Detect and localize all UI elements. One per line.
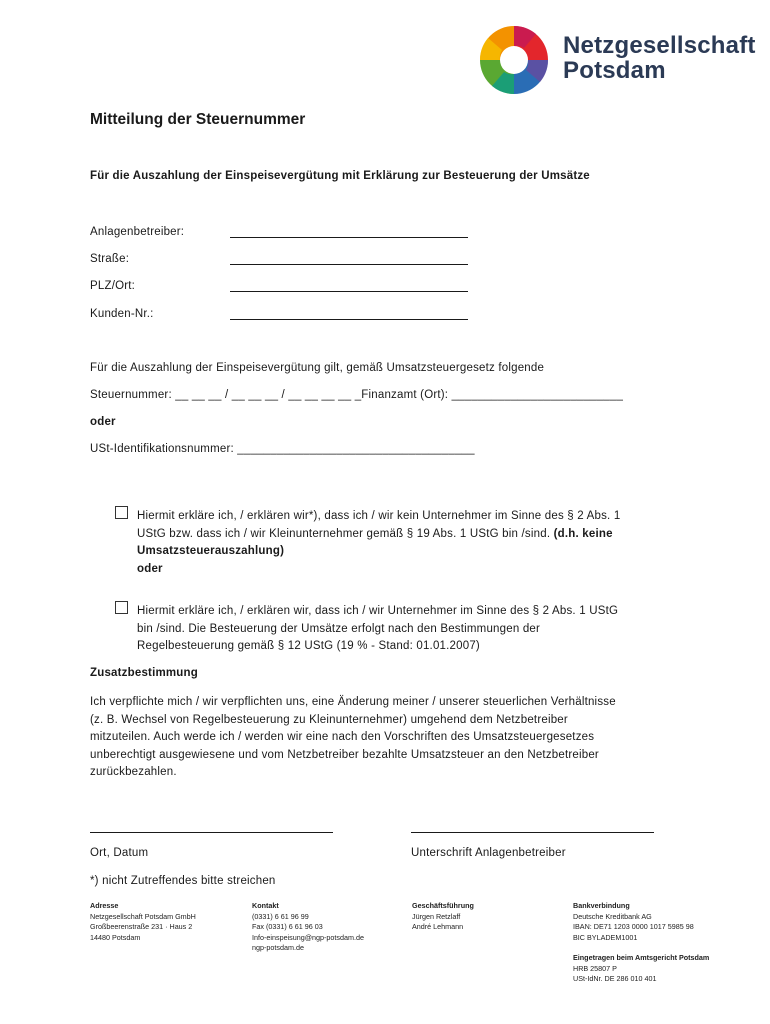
footer-contact-phone: (0331) 6 61 96 99	[252, 911, 309, 921]
declaration-2-line-3: Regelbesteuerung gemäß § 12 UStG (19 % - Stand: 01.01.2007)	[137, 640, 480, 652]
footer-register	[573, 953, 709, 985]
field-line-anlagenbetreiber[interactable]	[230, 224, 468, 238]
footer-management-line: André Lehmann	[412, 922, 464, 931]
declaration-1-line-2	[137, 526, 697, 544]
declaration-2-line-2: bin /sind. Die Besteuerung der Umsätze erfolgt nach den Bestimmungen der	[137, 622, 541, 635]
tax-intro: Für die Auszahlung der Einspeisevergütung gilt, gemäß Umsatzsteuergesetz folgende	[90, 362, 545, 374]
oder-label: oder	[90, 416, 116, 428]
signature-label-unterschrift: Unterschrift Anlagenbetreiber	[411, 847, 566, 859]
footer-address-head: Adresse	[90, 901, 119, 910]
footer-bank	[573, 901, 694, 943]
declaration-2-line-1: Hiermit erkläre ich, / erklären wir, dass ich / wir Unternehmer im Sinne des § 2 Abs. 1 UStG	[137, 605, 619, 617]
footnote: *) nicht Zutreffendes bitte streichen	[90, 875, 276, 887]
zusatz-line-1: Ich verpflichte mich / wir verpflichten uns, eine Änderung meiner / unserer steuerlichen Verhältnisse	[90, 696, 616, 708]
steuernummer-line[interactable]: Steuernummer: __ __ __ / __ __ __ / __ __ __ __ _Finanzamt (Ort): __________________________	[90, 389, 624, 401]
footer-contact-email[interactable]: Info-einspeisung@ngp-potsdam.de	[252, 932, 364, 942]
brand-line-2: Potsdam	[563, 57, 666, 84]
footer-contact-head: Kontakt	[252, 901, 279, 910]
ust-id-line[interactable]: USt-Identifikationsnummer: ____________________________________	[90, 443, 475, 455]
footer-register-line: USt-IdNr. DE 286 010 401	[573, 974, 657, 983]
footer-register-line: HRB 25807 P	[573, 963, 617, 973]
brand-logo	[476, 22, 552, 98]
footer-contact-website[interactable]: ngp-potsdam.de	[252, 943, 304, 952]
declaration-1-bold-line: Umsatzsteuerauszahlung)	[137, 545, 285, 557]
footer-register-line: Eingetragen beim Amtsgericht Potsdam	[573, 953, 710, 962]
footer-contact-fax: Fax (0331) 6 61 96 03	[252, 922, 323, 931]
declaration-1-oder: oder	[137, 562, 163, 575]
declaration-2-text	[137, 603, 697, 656]
footer-management	[412, 901, 474, 933]
declaration-1-line-1: Hiermit erkläre ich, / erklären wir*), dass ich / wir kein Unternehmer im Sinne des § 2 Abs. 1	[137, 510, 621, 522]
declaration-1-text	[137, 508, 697, 578]
footer-management-head: Geschäftsführung	[412, 901, 474, 910]
footer-contact	[252, 901, 364, 954]
declaration-1-line-2-text: UStG bzw. dass ich / wir Kleinunternehmer gemäß § 19 Abs. 1 UStG bin /sind.	[137, 527, 551, 540]
zusatz-line-3: mitzuteilen. Auch werde ich / werden wir eine nach den Vorschriften des Umsatzsteuergesetzes	[90, 731, 595, 743]
zusatz-heading: Zusatzbestimmung	[90, 667, 198, 679]
zusatz-body	[90, 694, 616, 782]
footer-address-line: Netzgesellschaft Potsdam GmbH	[90, 911, 196, 921]
footer-bank-line: IBAN: DE71 1203 0000 1017 5985 98	[573, 922, 694, 931]
zusatz-line-2: (z. B. Wechsel von Regelbesteuerung zu Kleinunternehmer) umgehend dem Netzbetreiber	[90, 713, 568, 726]
footer-bank-head: Bankverbindung	[573, 901, 630, 910]
brand-line-1: Netzgesellschaft	[563, 32, 756, 59]
signature-line-ort-datum[interactable]	[90, 820, 333, 833]
signature-line-unterschrift[interactable]	[411, 820, 654, 833]
declaration-1-bold-tail: (d.h. keine	[553, 527, 613, 540]
declaration-1-checkbox[interactable]	[115, 506, 128, 519]
field-label-plz-ort: PLZ/Ort:	[90, 280, 136, 292]
field-label-strasse: Straße:	[90, 253, 130, 265]
signature-label-ort-datum: Ort, Datum	[90, 847, 149, 859]
footer-address-line: 14480 Potsdam	[90, 932, 141, 942]
zusatz-line-5: zurückbezahlen.	[90, 766, 177, 778]
footer-bank-line: Deutsche Kreditbank AG	[573, 911, 652, 921]
footer-management-line: Jürgen Retzlaff	[412, 911, 461, 921]
field-label-anlagenbetreiber: Anlagenbetreiber:	[90, 226, 185, 238]
page-title: Mitteilung der Steuernummer	[90, 111, 306, 128]
declaration-2-checkbox[interactable]	[115, 601, 128, 614]
field-label-kunden-nr: Kunden-Nr.:	[90, 308, 154, 320]
brand-name	[563, 33, 756, 83]
field-line-plz-ort[interactable]	[230, 278, 468, 292]
field-line-kunden-nr[interactable]	[230, 306, 468, 320]
footer-address-line: Großbeerenstraße 231 · Haus 2	[90, 922, 193, 931]
page-subtitle: Für die Auszahlung der Einspeisevergütung mit Erklärung zur Besteuerung der Umsätze	[90, 170, 590, 182]
logo-mark-icon	[476, 22, 552, 98]
zusatz-line-4: unberechtigt ausgewiesene und vom Netzbetreiber bezahlte Umsatzsteuer an den Netzbetreiber	[90, 748, 599, 761]
footer-address	[90, 901, 196, 943]
field-line-strasse[interactable]	[230, 251, 468, 265]
footer-bank-line: BIC BYLADEM1001	[573, 932, 638, 942]
